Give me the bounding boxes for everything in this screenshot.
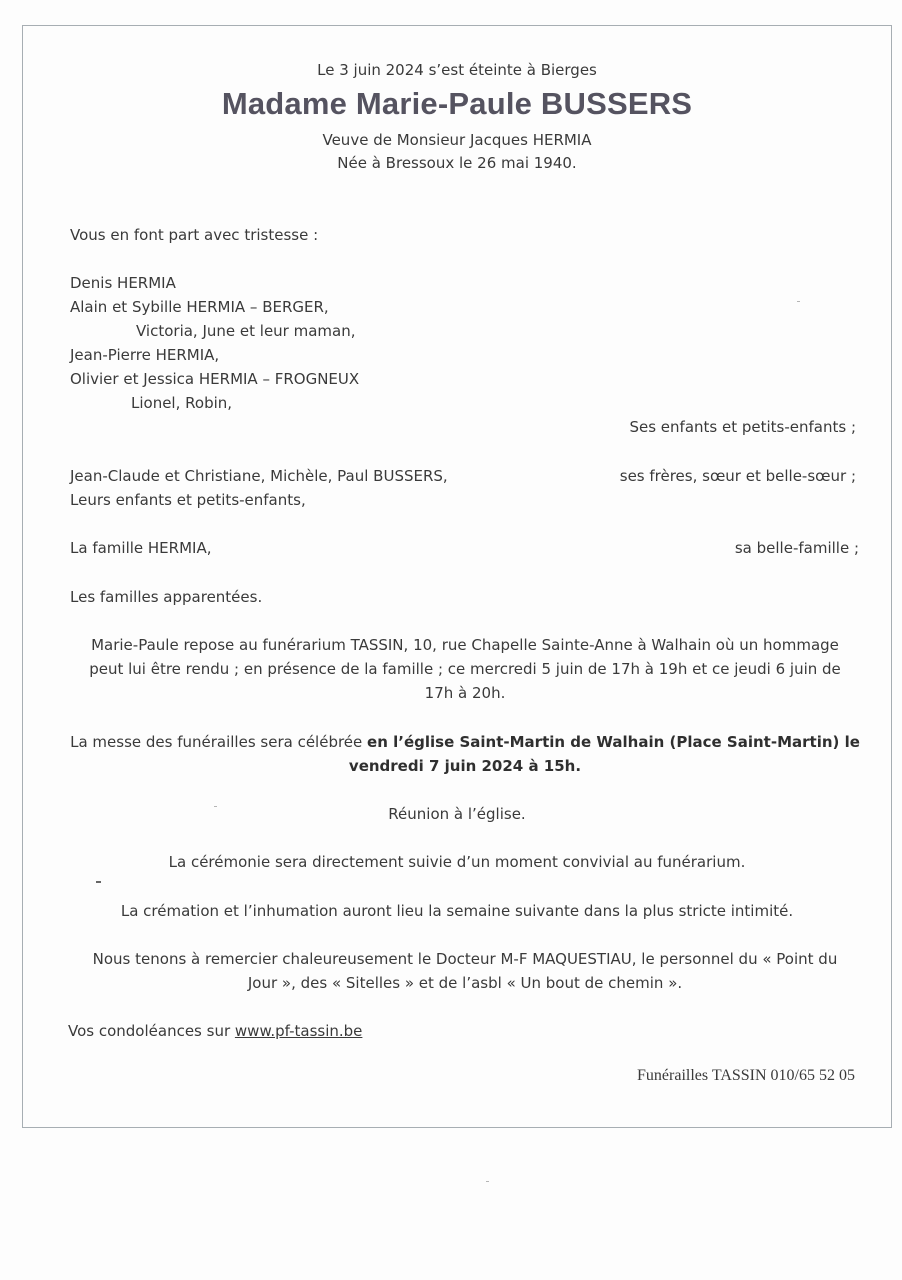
children-relation: Ses enfants et petits-enfants ;	[629, 418, 856, 436]
family-line: Jean-Pierre HERMIA,	[70, 346, 220, 364]
thanks-line: Nous tenons à remercier chaleureusement le Docteur M-F MAQUESTIAU, le personnel du « Point du	[92, 950, 838, 968]
siblings-line: Jean-Claude et Christiane, Michèle, Paul BUSSERS,	[70, 467, 448, 485]
birth-line: Née à Bressoux le 26 mai 1940.	[337, 154, 577, 172]
scan-speck	[214, 806, 217, 807]
viewing-line: 17h à 20h.	[424, 684, 506, 702]
family-line: Lionel, Robin,	[131, 394, 233, 412]
scan-speck	[797, 301, 800, 302]
death-date-line: Le 3 juin 2024 s’est éteinte à Bierges	[317, 61, 597, 79]
family-line: Alain et Sybille HERMIA – BERGER,	[70, 298, 329, 316]
thanks-paragraph	[70, 947, 860, 995]
funeral-home-contact: Funérailles TASSIN 010/65 52 05	[637, 1067, 855, 1084]
scan-speck	[486, 1181, 489, 1182]
family-line: Denis HERMIA	[70, 274, 176, 292]
viewing-paragraph	[70, 633, 860, 705]
family-line: Victoria, June et leur maman,	[136, 322, 356, 340]
mass-paragraph	[70, 730, 860, 778]
widow-line: Veuve de Monsieur Jacques HERMIA	[322, 131, 592, 149]
inlaws-line: La famille HERMIA,	[70, 539, 212, 557]
family-line: Olivier et Jessica HERMIA – FROGNEUX	[70, 370, 360, 388]
ceremony-line: La cérémonie sera directement suivie d’un moment convivial au funérarium.	[168, 853, 746, 871]
siblings-children-line: Leurs enfants et petits-enfants,	[70, 491, 306, 509]
scan-speck	[96, 881, 101, 883]
mass-datetime: vendredi 7 juin 2024 à 15h.	[348, 757, 582, 775]
thanks-line: Jour », des « Sitelles » et de l’asbl « Un bout de chemin ».	[247, 974, 683, 992]
viewing-line: peut lui être rendu ; en présence de la famille ; ce mercredi 5 juin de 17h à 19h et ce jeudi 6 juin de	[89, 660, 841, 678]
mass-lead: La messe des funérailles sera célébrée	[70, 733, 368, 751]
condolences-lead: Vos condoléances sur	[68, 1022, 235, 1040]
deceased-name: Madame Marie-Paule BUSSERS	[221, 86, 693, 121]
meeting-line: Réunion à l’église.	[388, 805, 526, 823]
inlaws-relation: sa belle-famille ;	[734, 539, 859, 557]
cremation-line: La crémation et l’inhumation auront lieu la semaine suivante dans la plus stricte intimité.	[120, 902, 794, 920]
viewing-line: Marie-Paule repose au funérarium TASSIN, 10, rue Chapelle Sainte-Anne à Walhain où un hommage	[91, 636, 839, 654]
intro-text: Vous en font part avec tristesse :	[70, 226, 319, 244]
condolences-line	[68, 1019, 362, 1043]
siblings-relation: ses frères, sœur et belle-sœur ;	[619, 467, 856, 485]
relatives-line: Les familles apparentées.	[70, 588, 263, 606]
condolences-link[interactable]: www.pf-tassin.be	[234, 1022, 363, 1040]
mass-location: en l’église Saint-Martin de Walhain (Place Saint-Martin) le	[367, 733, 860, 751]
